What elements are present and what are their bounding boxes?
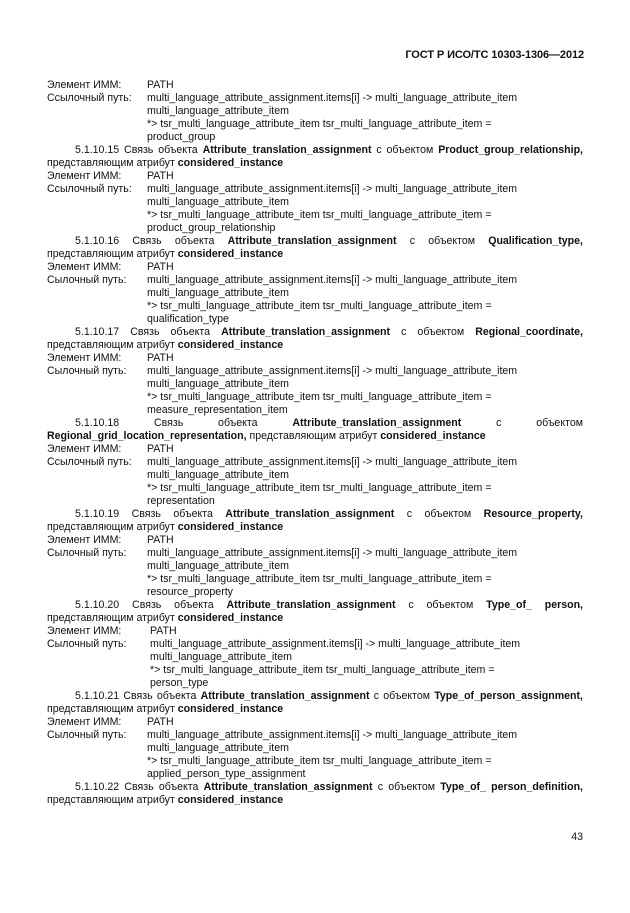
ref-path-label: Сылочный путь:	[47, 274, 127, 286]
ref-path-row	[47, 729, 583, 742]
ref-path-row	[47, 274, 583, 287]
ref-path-label: Ссылочный путь:	[47, 456, 132, 468]
ref-path-target: qualification_type	[147, 313, 229, 325]
element-row	[47, 261, 583, 274]
ref-path-line: *> tsr_multi_language_attribute_item tsr_multi_language_attribute_item =	[147, 573, 492, 585]
element-label: Элемент ИММ:	[47, 261, 122, 273]
ref-path-line: multi_language_attribute_assignment.items[i] -> multi_language_attribute_item	[147, 547, 518, 559]
ref-path-row	[47, 131, 583, 144]
element-label: Элемент ИММ:	[47, 170, 122, 182]
ref-path-line: multi_language_attribute_assignment.items[i] -> multi_language_attribute_item	[147, 365, 518, 377]
element-row	[47, 443, 583, 456]
element-row	[47, 352, 583, 365]
section-heading: 5.1.10.22 Связь объекта Attribute_translation_assignment с объектом Type_of_ person_definition, представляющим атрибут considered_instance	[47, 781, 583, 806]
ref-path-line: *> tsr_multi_language_attribute_item tsr_multi_language_attribute_item =	[147, 300, 492, 312]
section-heading: 5.1.10.15 Связь объекта Attribute_translation_assignment с объектом Product_group_relationship, представляющим атрибут considered_instance	[47, 144, 583, 169]
ref-path-line: *> tsr_multi_language_attribute_item tsr_multi_language_attribute_item =	[147, 482, 492, 494]
page-number: 43	[571, 831, 583, 843]
element-value: PATH	[147, 170, 174, 182]
document-body	[47, 79, 583, 807]
ref-path-line: multi_language_attribute_assignment.items[i] -> multi_language_attribute_item	[147, 274, 518, 286]
ref-path-line: *> tsr_multi_language_attribute_item tsr_multi_language_attribute_item =	[147, 755, 492, 767]
section-heading: 5.1.10.19 Связь объекта Attribute_translation_assignment с объектом Resource_property, представляющим атрибут considered_instance	[47, 508, 583, 533]
ref-path-line: multi_language_attribute_item	[147, 469, 289, 481]
section-heading: 5.1.10.17 Связь объекта Attribute_translation_assignment с объектом Regional_coordinate, представляющим атрибут considered_instance	[47, 326, 583, 351]
ref-path-row	[47, 105, 583, 118]
element-row	[47, 625, 583, 638]
ref-path-line: multi_language_attribute_assignment.items[i] -> multi_language_attribute_item	[150, 638, 521, 650]
element-label: Элемент ИММ:	[47, 716, 122, 728]
ref-path-line: multi_language_attribute_item	[147, 742, 289, 754]
element-row	[47, 716, 583, 729]
section-heading: 5.1.10.21 Связь объекта Attribute_translation_assignment с объектом Type_of_person_assignment, представляющим атрибут considered_instance	[47, 690, 583, 715]
element-row	[47, 170, 583, 183]
ref-path-row	[47, 92, 583, 105]
section-heading: 5.1.10.16 Связь объекта Attribute_translation_assignment с объектом Qualification_type, представляющим атрибут considered_instance	[47, 235, 583, 260]
ref-path-line: multi_language_attribute_item	[147, 378, 289, 390]
ref-path-label: Ссылочный путь:	[47, 92, 132, 104]
ref-path-target: applied_person_type_assignment	[147, 768, 306, 780]
ref-path-target: resource_property	[147, 586, 233, 598]
ref-path-target: product_group	[147, 131, 216, 143]
ref-path-line: multi_language_attribute_assignment.items[i] -> multi_language_attribute_item	[147, 456, 518, 468]
element-value: PATH	[147, 261, 174, 273]
element-label: Элемент ИММ:	[47, 534, 122, 546]
element-label: Элемент ИММ:	[47, 352, 122, 364]
element-value: PATH	[150, 625, 177, 637]
ref-path-row	[47, 547, 583, 560]
document-code-header: ГОСТ Р ИСО/ТС 10303-1306—2012	[405, 49, 584, 61]
element-label: Элемент ИММ:	[47, 79, 122, 91]
element-label: Элемент ИММ:	[47, 443, 122, 455]
element-value: PATH	[147, 79, 174, 91]
element-value: PATH	[147, 443, 174, 455]
element-row	[47, 79, 583, 92]
element-value: PATH	[147, 716, 174, 728]
ref-path-line: *> tsr_multi_language_attribute_item tsr_multi_language_attribute_item =	[147, 118, 492, 130]
ref-path-line: multi_language_attribute_item	[147, 196, 289, 208]
element-value: PATH	[147, 352, 174, 364]
ref-path-line: multi_language_attribute_item	[147, 560, 289, 572]
ref-path-line: multi_language_attribute_assignment.items[i] -> multi_language_attribute_item	[147, 183, 518, 195]
ref-path-row	[47, 638, 583, 651]
section-heading: 5.1.10.20 Связь объекта Attribute_translation_assignment с объектом Type_of_ person, представляющим атрибут considered_instance	[47, 599, 583, 624]
ref-path-row	[47, 365, 583, 378]
ref-path-target: representation	[147, 495, 215, 507]
ref-path-line: *> tsr_multi_language_attribute_item tsr_multi_language_attribute_item =	[147, 391, 492, 403]
ref-path-line: multi_language_attribute_assignment.items[i] -> multi_language_attribute_item	[147, 92, 518, 104]
section-heading: 5.1.10.18 Связь объекта Attribute_translation_assignment с объектом Regional_grid_location_representation, представляющим атрибут considered_instance	[47, 417, 583, 442]
ref-path-row	[47, 456, 583, 469]
ref-path-line: *> tsr_multi_language_attribute_item tsr_multi_language_attribute_item =	[147, 209, 492, 221]
ref-path-line: multi_language_attribute_item	[147, 105, 289, 117]
ref-path-row	[47, 183, 583, 196]
ref-path-target: product_group_relationship	[147, 222, 276, 234]
ref-path-label: Сылочный путь:	[47, 547, 127, 559]
ref-path-label: Сылочный путь:	[47, 638, 127, 650]
ref-path-line: multi_language_attribute_item	[150, 651, 292, 663]
ref-path-line: *> tsr_multi_language_attribute_item tsr_multi_language_attribute_item =	[150, 664, 495, 676]
ref-path-target: measure_representation_item	[147, 404, 288, 416]
ref-path-label: Ссылочный путь:	[47, 183, 132, 195]
ref-path-label: Сылочный путь:	[47, 365, 127, 377]
element-value: PATH	[147, 534, 174, 546]
element-row	[47, 534, 583, 547]
ref-path-line: multi_language_attribute_item	[147, 287, 289, 299]
ref-path-target: person_type	[150, 677, 209, 689]
ref-path-line: multi_language_attribute_assignment.items[i] -> multi_language_attribute_item	[147, 729, 518, 741]
ref-path-label: Сылочный путь:	[47, 729, 127, 741]
element-label: Элемент ИММ:	[47, 625, 122, 637]
ref-path-row	[47, 118, 583, 131]
